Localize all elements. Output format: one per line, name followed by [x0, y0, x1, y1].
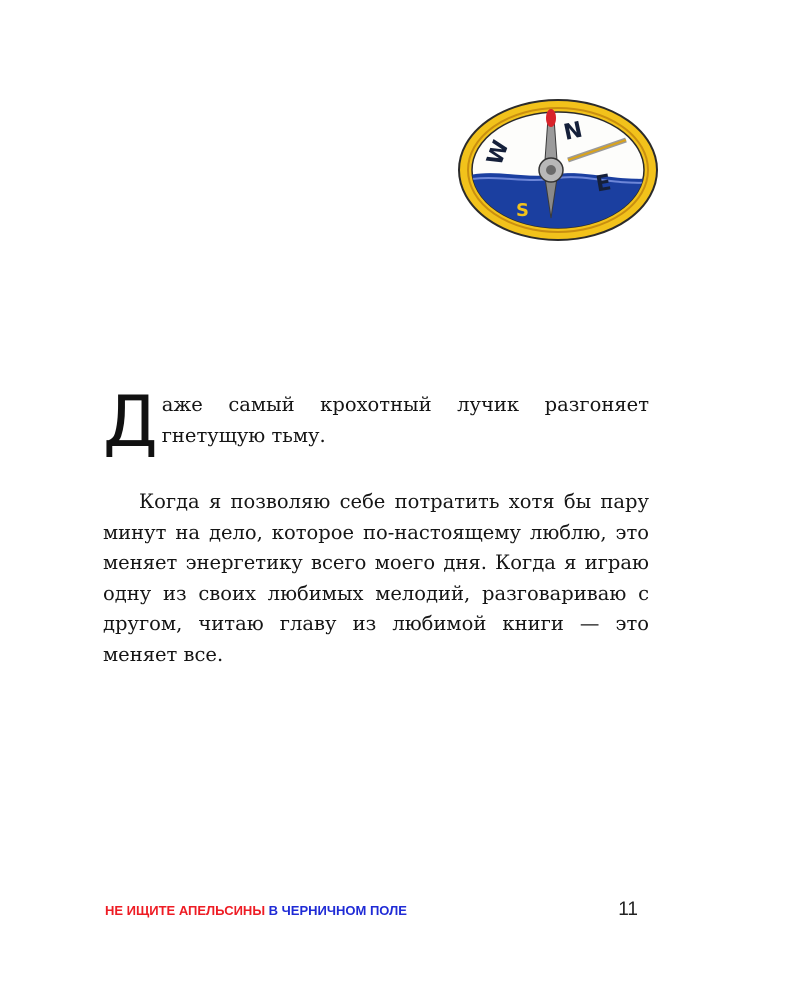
paragraph-1-text: аже самый крохотный лучик разгоняет гнетущую тьму.	[161, 393, 649, 447]
compass-letter-w: W	[482, 137, 515, 169]
body-text	[103, 381, 649, 670]
compass-needle-tip	[546, 109, 556, 127]
page-number: 11	[618, 899, 638, 920]
compass-illustration	[456, 98, 660, 242]
drop-cap: Д	[103, 381, 158, 463]
paragraph-2: Когда я позволяю себе потратить хотя бы пару минут на дело, которое по-настоящему люблю, это меняет энергетику всего моего дня. Когда я играю одну из своих любимых мелодий, разговариваю с другом, читаю главу из любимой книги — это меняет все.	[103, 490, 649, 666]
footer-title-part2: В ЧЕРНИЧНОМ ПОЛЕ	[265, 903, 407, 918]
footer-title-part1: НЕ ИЩИТЕ АПЕЛЬСИНЫ	[105, 903, 266, 918]
page-footer	[105, 899, 650, 925]
compass-icon	[456, 98, 660, 242]
paragraph-1	[103, 381, 649, 463]
compass-letter-n: N	[561, 117, 585, 146]
compass-letter-e: E	[593, 170, 614, 198]
compass-letter-s: S	[516, 200, 529, 221]
